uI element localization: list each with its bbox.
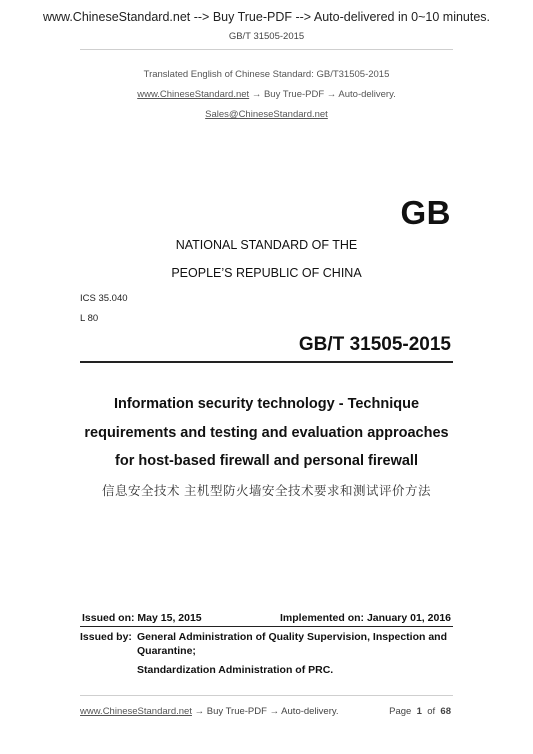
- site-suffix: → Buy True-PDF → Auto-delivery.: [249, 89, 396, 100]
- page-indicator: [389, 706, 451, 717]
- footer-site-suffix: → Buy True-PDF → Auto-delivery.: [191, 706, 339, 717]
- title-rule: [80, 361, 453, 363]
- title-line-1: Information security technology - Technique: [113, 396, 420, 412]
- issued-by-line-2: Quarantine;: [137, 645, 196, 657]
- footer-divider: [80, 695, 453, 696]
- top-banner: [0, 10, 533, 24]
- implemented-on: Implemented on: January 01, 2016: [280, 612, 451, 624]
- page-current: 1: [416, 706, 422, 717]
- footer-site-link[interactable]: www.ChineseStandard.net: [80, 706, 192, 717]
- email-link[interactable]: Sales@ChineseStandard.net: [205, 109, 328, 120]
- title-line-2: requirements and testing and evaluation approaches: [84, 425, 449, 441]
- issued-by-line-1: General Administration of Quality Supervision, Inspection and: [137, 631, 447, 643]
- ics-code: ICS 35.040: [80, 293, 128, 304]
- national-line-1: NATIONAL STANDARD OF THE: [175, 238, 358, 252]
- page-label: Page: [389, 706, 412, 717]
- page-of: of: [427, 706, 436, 717]
- translation-notice: Translated English of Chinese Standard: GB/T31505-2015: [143, 69, 390, 80]
- dates-rule: [80, 626, 453, 627]
- page-total: 68: [440, 706, 451, 717]
- issued-on: Issued on: May 15, 2015: [82, 612, 202, 624]
- standard-number: GB/T 31505-2015: [298, 334, 451, 355]
- chinese-title: 信息安全技术 主机型防火墙安全技术要求和测试评价方法: [102, 484, 431, 498]
- gb-logo: GB: [400, 194, 451, 231]
- header-standard-code: GB/T 31505-2015: [228, 31, 305, 42]
- ccs-code: L 80: [80, 313, 99, 324]
- national-line-2: PEOPLE’S REPUBLIC OF CHINA: [171, 266, 362, 280]
- issued-by-line-3: Standardization Administration of PRC.: [137, 664, 334, 676]
- site-link[interactable]: www.ChineseStandard.net: [137, 89, 250, 100]
- issued-by-label: Issued by:: [80, 631, 132, 643]
- footer-site: [80, 706, 339, 717]
- site-line: [0, 89, 533, 100]
- banner-text: www.ChineseStandard.net --> Buy True-PDF --> Auto-delivered in 0~10 minutes.: [42, 10, 491, 24]
- header-divider: [80, 49, 453, 50]
- title-line-3: for host-based firewall and personal firewall: [115, 453, 418, 469]
- email-line: [0, 109, 533, 120]
